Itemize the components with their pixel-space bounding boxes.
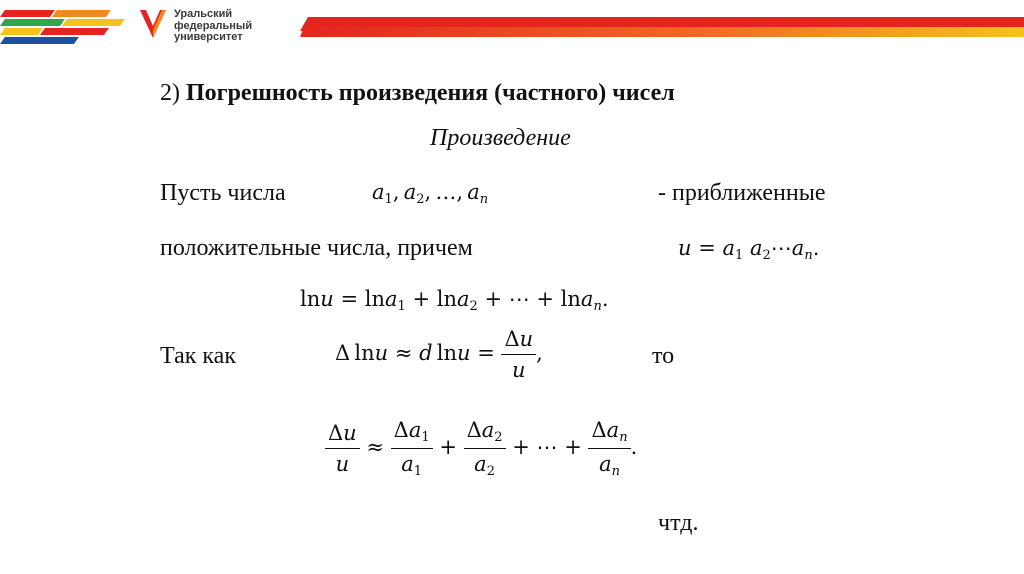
formula-relative-error: $\frac{\Delta u}{u}$ ≈ $\frac{\Delta a_1}{a_1}$ + $\frac{\Delta a_2}{a_2}$ + ⋯ + $\frac{\Delta a_n}{a_n}$ .	[325, 418, 637, 479]
subtitle: Произведение	[430, 125, 571, 151]
line3-left: Так как	[160, 343, 236, 369]
line1-right: - приближенные	[658, 180, 826, 206]
header-gradient-bar	[300, 17, 1024, 43]
line1-left: Пусть числа	[160, 180, 286, 206]
formula-differential: Δ lnu ≈ d lnu = $\frac{\Delta u}{u}$ ,	[335, 327, 543, 382]
line2-left: положительные числа, причем	[160, 235, 473, 261]
line3-right: то	[652, 343, 675, 369]
formula-product: $u = a_1$ $a_2\cdots a_n$.	[678, 236, 820, 263]
urfu-logo-icon	[138, 8, 168, 40]
logo-text: Уральский федеральный университет	[174, 8, 253, 43]
qed-text: чтд.	[658, 510, 699, 536]
slide-title: 2) Погрешность произведения (частного) чисел	[160, 80, 675, 106]
brand-stripes	[0, 8, 130, 44]
formula-log-sum: lnu = lna$_1$ + lna$_2$ + ⋯ + lna$_n$.	[300, 287, 609, 314]
formula-numbers-list: $a_1$, $a_2$, …, $a_n$	[372, 180, 489, 207]
